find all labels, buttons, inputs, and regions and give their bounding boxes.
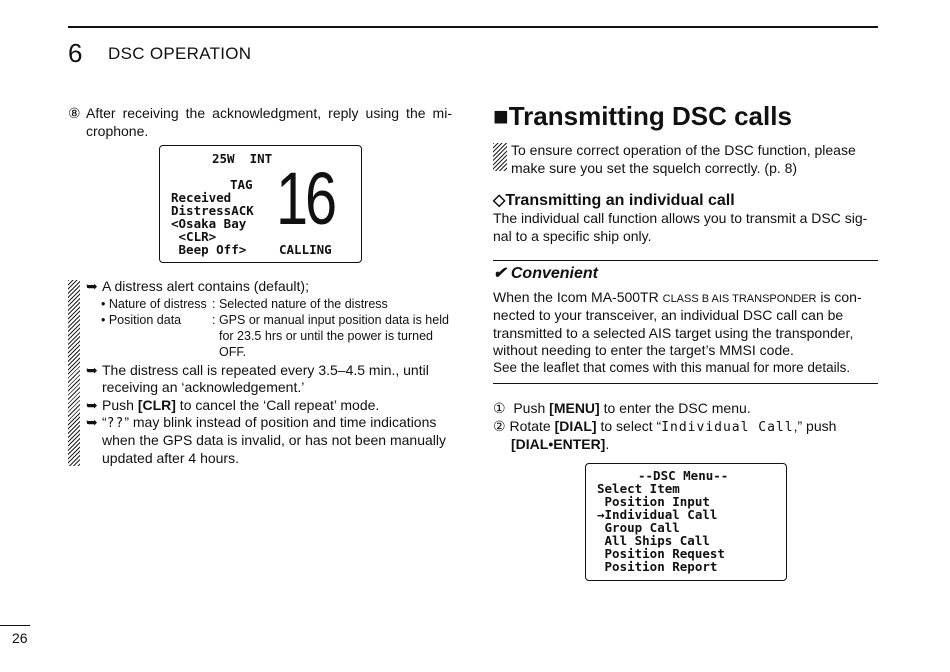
step-2-mid: to select “ (596, 418, 662, 434)
dial-enter-key: [DIAL•ENTER] (511, 436, 606, 452)
convenient-rule-top (493, 260, 878, 261)
step-2 (493, 417, 836, 437)
bullet-position-label: • Position data (101, 313, 182, 327)
menu-title: --DSC Menu-- (638, 468, 729, 483)
note-4-quote-open: “ (102, 414, 107, 430)
convenient-rule-bottom (493, 383, 878, 384)
menu-line-2: Position Input (597, 494, 710, 509)
menu-key: [MENU] (549, 400, 600, 416)
clr-key: [CLR] (137, 397, 176, 413)
lcd-calling: CALLING (279, 242, 332, 257)
menu-line-5: All Ships Call (597, 533, 710, 548)
menu-line-1: Select Item (597, 481, 680, 496)
bullet-position-value-1: : GPS or manual input position data is held (212, 313, 449, 327)
step-2-end: . (605, 436, 610, 452)
convenient-title: Convenient (510, 265, 598, 282)
subsection-heading (493, 190, 735, 210)
note-4-line-3: updated after 4 hours. (102, 450, 239, 466)
section-square-icon: ■ (493, 101, 509, 131)
bullet-position-value-3: OFF. (219, 345, 247, 359)
menu-line-4: Group Call (597, 520, 680, 535)
note-3 (102, 396, 379, 414)
conv-line-3: transmitted to a selected AIS target using the transponder, (493, 325, 854, 341)
step-1-post: to enter the DSC menu. (599, 400, 751, 416)
note-3-post: to cancel the ‘Call repeat’ mode. (175, 397, 380, 413)
section-title: Transmitting DSC calls (508, 101, 792, 131)
note-4-lcd-text: ?? (106, 416, 125, 431)
note-4-line-1 (102, 413, 436, 433)
caution-line-1: To ensure correct operation of the DSC function, please (511, 142, 856, 158)
conv-line-1 (493, 288, 862, 308)
note-2-line-2: receiving an ‘acknowledgement.’ (102, 379, 305, 395)
lcd-line-4: <CLR> (171, 229, 217, 244)
step-2-lcd-text: Individual Call (661, 420, 794, 435)
note-1: A distress alert contains (default); (102, 278, 309, 294)
lcd-channel-number: 16 (276, 157, 334, 240)
lcd-line-5: Beep Off> (171, 242, 247, 257)
menu-line-7: Position Report (597, 559, 718, 574)
step-2-marker: ② (493, 418, 506, 434)
note-2-line-1: The distress call is repeated every 3.5–4.5 min., until (102, 362, 429, 378)
step-1-pre: Push (513, 400, 550, 416)
conv-line-1-pre: When the Icom MA-500TR (493, 289, 663, 305)
note-arrow-2: ➥ (86, 362, 98, 378)
step8-marker: ⑧ (68, 105, 81, 121)
bullet-nature-value: : Selected nature of the distress (212, 297, 388, 311)
step-2-line-2 (511, 435, 609, 453)
lcd-line-3: <Osaka Bay (171, 216, 247, 231)
menu-line-6: Position Request (597, 546, 725, 561)
conv-line-1-post: is con- (816, 289, 862, 305)
caution-line-2: make sure you set the squelch correctly. (p. 8) (511, 160, 798, 176)
note-4-text: ” may blink instead of position and time indications (124, 414, 437, 430)
menu-line-3: →Individual Call (597, 507, 718, 522)
conv-line-2: nected to your transceiver, an individual DSC call can be (493, 307, 844, 323)
bullet-position-value-2: for 23.5 hrs or until the power is turned (219, 329, 434, 343)
step8-text: After receiving the acknowledgment, reply using the mi-crophone. (86, 105, 452, 139)
page-number-rule (0, 625, 30, 626)
header-rule (68, 26, 878, 28)
caution-hatch (493, 143, 507, 171)
dial-key: [DIAL] (554, 418, 597, 434)
note-arrow-1: ➥ (86, 278, 98, 294)
step-2-pre: Rotate (509, 418, 555, 434)
note-arrow-3: ➥ (86, 397, 98, 413)
lcd-dsc-menu (585, 463, 787, 581)
section-heading (493, 101, 792, 132)
note-4-line-2: when the GPS data is invalid, or has not been manually (102, 432, 446, 448)
conv-small-caps: CLASS B AIS TRANSPONDER (662, 293, 817, 305)
lcd-tag: TAG (230, 177, 253, 192)
note-arrow-4: ➥ (86, 414, 98, 430)
sub-text-line-2: nal to a specific ship only. (493, 228, 652, 244)
chapter-number: 6 (68, 38, 83, 68)
conv-line-5: See the leaflet that comes with this manual for more details. (493, 360, 851, 375)
note-hatch-bar (68, 280, 80, 466)
bullet-nature-label: • Nature of distress (101, 297, 207, 311)
lcd-status-line: 25W INT (212, 151, 273, 166)
chapter-title: DSC OPERATION (108, 44, 252, 63)
note-3-pre: Push (102, 397, 138, 413)
convenient-heading (493, 263, 598, 283)
lcd-line-1: Received (171, 190, 232, 205)
conv-line-4: without needing to enter the target’s MMSI code. (493, 342, 794, 358)
subsection-title: Transmitting an individual call (505, 192, 735, 209)
diamond-icon: ◇ (493, 192, 506, 209)
lcd-line-2: DistressACK (171, 203, 254, 218)
page-number: 26 (12, 630, 28, 646)
checkmark-icon: ✔ (493, 265, 507, 282)
step-1-marker: ① (493, 400, 506, 416)
step-1 (493, 399, 751, 417)
step-2-post: ,” push (793, 418, 837, 434)
sub-text-line-1: The individual call function allows you to transmit a DSC sig- (493, 210, 868, 226)
lcd-distress-ack (159, 145, 362, 263)
